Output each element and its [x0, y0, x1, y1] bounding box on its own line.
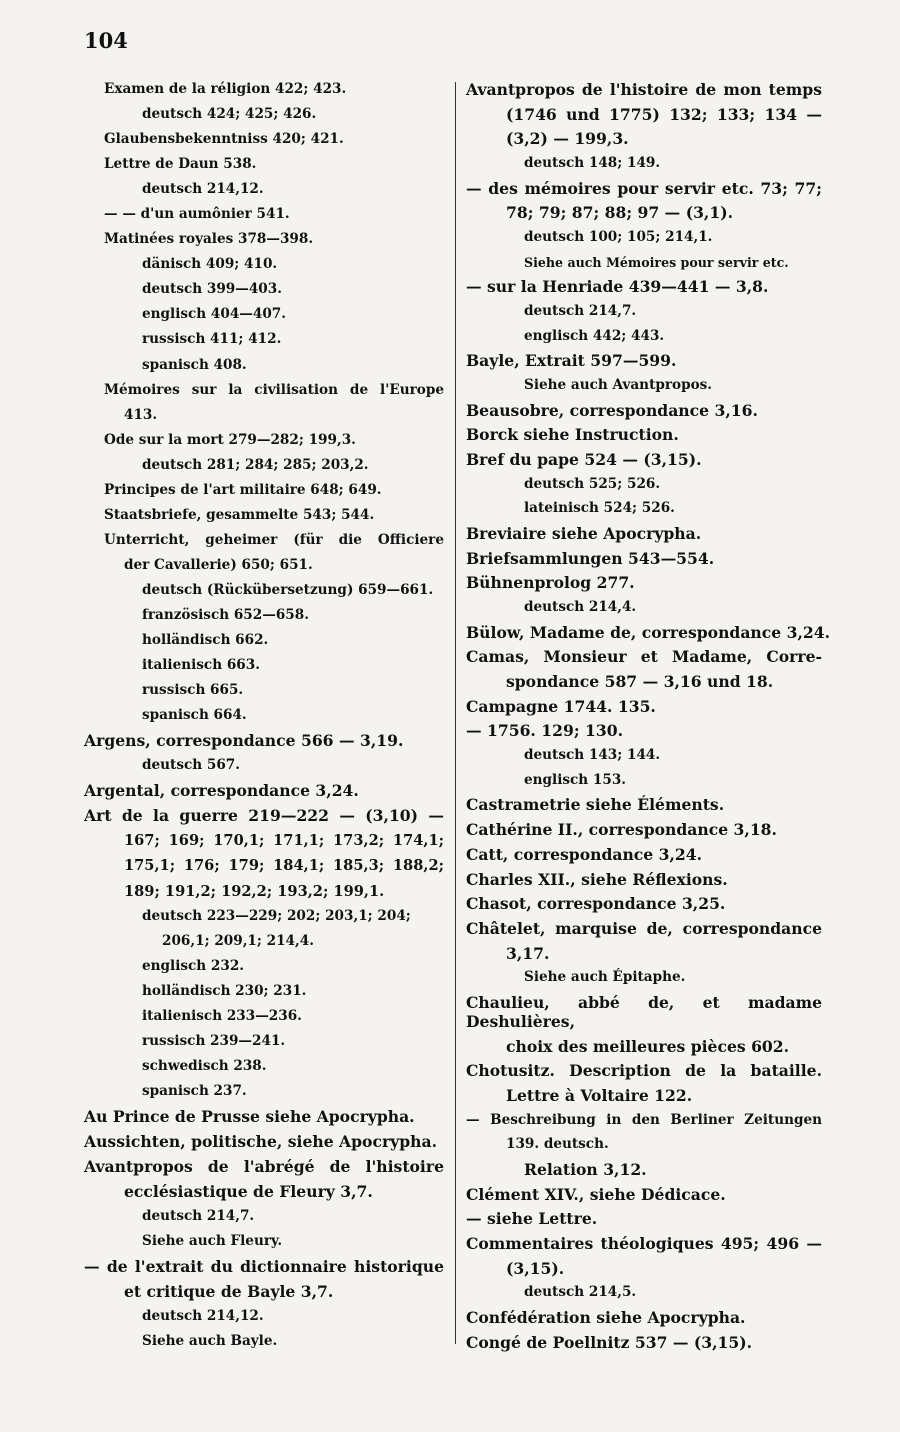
index-line: dänisch 409; 410.	[142, 256, 278, 273]
index-line: (1746 und 1775) 132; 133; 134 —	[506, 104, 822, 124]
page-number: 104	[84, 28, 128, 53]
index-line: — — d'un aumônier 541.	[104, 206, 290, 223]
index-line: Art de la guerre 219—222 — (3,10) —	[84, 806, 444, 826]
index-line: holländisch 662.	[142, 632, 269, 649]
index-line: Matinées royales 378—398.	[104, 231, 314, 248]
index-line: Castrametrie siehe Éléments.	[466, 795, 725, 815]
index-line: Beausobre, correspondance 3,16.	[466, 400, 758, 420]
index-line: deutsch 399—403.	[142, 281, 282, 298]
index-line: englisch 404—407.	[142, 306, 286, 323]
index-line: 189; 191,2; 192,2; 193,2; 199,1.	[124, 882, 385, 900]
index-line: deutsch 143; 144.	[524, 747, 661, 764]
index-line: russisch 411; 412.	[142, 331, 282, 348]
index-line: Confédération siehe Apocrypha.	[466, 1307, 746, 1327]
index-line: Bülow, Madame de, correspondance 3,24.	[466, 622, 831, 642]
index-line: deutsch 214,7.	[524, 303, 637, 320]
index-line: russisch 665.	[142, 682, 244, 699]
index-line: Au Prince de Prusse siehe Apocrypha.	[84, 1106, 415, 1126]
index-line: Catt, correspondance 3,24.	[466, 844, 703, 864]
index-line: Bühnenprolog 277.	[466, 573, 635, 593]
index-line: italienisch 663.	[142, 657, 260, 674]
index-line: et critique de Bayle 3,7.	[124, 1282, 334, 1302]
index-line: deutsch 214,7.	[142, 1208, 255, 1225]
index-line: choix des meilleures pièces 602.	[506, 1036, 790, 1056]
index-line: Principes de l'art militaire 648; 649.	[104, 481, 382, 498]
index-line: Siehe auch Avantpropos.	[524, 377, 713, 394]
index-column-left	[84, 80, 444, 1352]
index-line: deutsch 214,12.	[142, 1308, 264, 1325]
index-line: Siehe auch Fleury.	[142, 1233, 283, 1250]
index-line: Congé de Poellnitz 537 — (3,15).	[466, 1332, 753, 1352]
index-line: spanisch 408.	[142, 356, 247, 373]
index-line: Campagne 1744. 135.	[466, 696, 656, 716]
index-line: Briefsammlungen 543—554.	[466, 548, 715, 568]
index-line: deutsch 214,5.	[524, 1284, 637, 1301]
index-line: Clément XIV., siehe Dédicace.	[466, 1184, 726, 1204]
index-line: — de l'extrait du dictionnaire historique	[84, 1257, 444, 1277]
index-line: — siehe Lettre.	[466, 1209, 598, 1229]
index-column-right	[466, 80, 831, 1352]
index-line: französisch 652—658.	[142, 606, 309, 623]
index-line: russisch 239—241.	[142, 1032, 286, 1049]
index-line: Avantpropos de l'abrégé de l'histoire	[84, 1157, 444, 1177]
index-line: Chotusitz. Description de la bataille.	[466, 1061, 822, 1081]
index-line: Bayle, Extrait 597—599.	[466, 351, 677, 371]
index-line: — sur la Henriade 439—441 — 3,8.	[466, 277, 769, 297]
index-line: ecclésiastique de Fleury 3,7.	[124, 1182, 373, 1202]
index-line: deutsch 525; 526.	[524, 475, 661, 492]
index-line: deutsch 424; 425; 426.	[142, 106, 317, 123]
index-line: (3,15).	[506, 1258, 565, 1278]
index-line: Siehe auch Bayle.	[142, 1333, 278, 1350]
index-line: Relation 3,12.	[524, 1159, 647, 1179]
index-line: englisch 153.	[524, 771, 627, 788]
index-line: Ode sur la mort 279—282; 199,3.	[104, 431, 356, 448]
index-line: holländisch 230; 231.	[142, 982, 307, 999]
index-line: deutsch (Rückübersetzung) 659—661.	[142, 581, 434, 598]
index-line: 167; 169; 170,1; 171,1; 173,2; 174,1;	[124, 832, 444, 850]
index-line: Mémoires sur la civilisation de l'Europe	[104, 381, 444, 398]
index-line: deutsch 148; 149.	[524, 155, 661, 172]
index-line: Chasot, correspondance 3,25.	[466, 894, 726, 914]
index-line: lateinisch 524; 526.	[524, 500, 675, 517]
index-line: deutsch 223—229; 202; 203,1; 204;	[142, 907, 411, 924]
index-line: Commentaires théologiques 495; 496 —	[466, 1233, 822, 1253]
index-line: deutsch 567.	[142, 757, 240, 774]
index-line: 3,17.	[506, 943, 550, 963]
index-line: spondance 587 — 3,16 und 18.	[506, 672, 774, 692]
index-line: Camas, Monsieur et Madame, Corre-	[466, 647, 822, 667]
index-line: spanisch 664.	[142, 707, 247, 724]
index-line: deutsch 100; 105; 214,1.	[524, 229, 713, 246]
index-line: Avantpropos de l'histoire de mon temps	[466, 80, 822, 99]
index-line: deutsch 281; 284; 285; 203,2.	[142, 456, 369, 473]
index-line: Argental, correspondance 3,24.	[84, 781, 359, 801]
index-line: Châtelet, marquise de, correspondance	[466, 918, 822, 938]
index-line: Unterricht, geheimer (für die Officiere	[104, 531, 444, 548]
index-line: schwedisch 238.	[142, 1057, 267, 1074]
index-line: italienisch 233—236.	[142, 1007, 302, 1024]
index-line: Charles XII., siehe Réflexions.	[466, 869, 728, 889]
index-line: Aussichten, politische, siehe Apocrypha.	[84, 1131, 437, 1151]
index-line: — Beschreibung in den Berliner Zeitungen	[466, 1111, 822, 1128]
index-line: deutsch 214,4.	[524, 599, 637, 616]
index-line: deutsch 214,12.	[142, 181, 264, 198]
index-line: Bref du pape 524 — (3,15).	[466, 450, 702, 470]
index-line: Cathérine II., correspondance 3,18.	[466, 820, 777, 840]
index-line: Chaulieu, abbé de, et madame Deshulières,	[466, 992, 822, 1031]
index-line: der Cavallerie) 650; 651.	[124, 556, 313, 573]
index-line: 413.	[124, 406, 158, 423]
index-line: Lettre de Daun 538.	[104, 156, 257, 173]
index-line: (3,2) — 199,3.	[506, 129, 629, 149]
index-line: spanisch 237.	[142, 1082, 247, 1099]
column-divider	[455, 82, 456, 1344]
index-line: 139. deutsch.	[506, 1136, 609, 1153]
index-line: Examen de la réligion 422; 423.	[104, 81, 347, 97]
index-line: 175,1; 176; 179; 184,1; 185,3; 188,2;	[124, 857, 444, 875]
index-line: — des mémoires pour servir etc. 73; 77;	[466, 178, 822, 198]
index-line: — 1756. 129; 130.	[466, 721, 623, 741]
index-line: Siehe auch Mémoires pour servir etc.	[524, 254, 789, 270]
index-line: Breviaire siehe Apocrypha.	[466, 524, 702, 544]
index-line: englisch 232.	[142, 957, 245, 974]
index-line: Siehe auch Épitaphe.	[524, 969, 686, 986]
index-line: 78; 79; 87; 88; 97 — (3,1).	[506, 203, 734, 223]
index-line: Argens, correspondance 566 — 3,19.	[84, 731, 404, 751]
index-line: Lettre à Voltaire 122.	[506, 1085, 693, 1105]
index-line: englisch 442; 443.	[524, 327, 665, 344]
index-line: Borck siehe Instruction.	[466, 425, 679, 445]
index-line: Staatsbriefe, gesammelte 543; 544.	[104, 506, 375, 523]
index-line: 206,1; 209,1; 214,4.	[162, 932, 314, 949]
index-line: Glaubensbekenntniss 420; 421.	[104, 131, 344, 148]
